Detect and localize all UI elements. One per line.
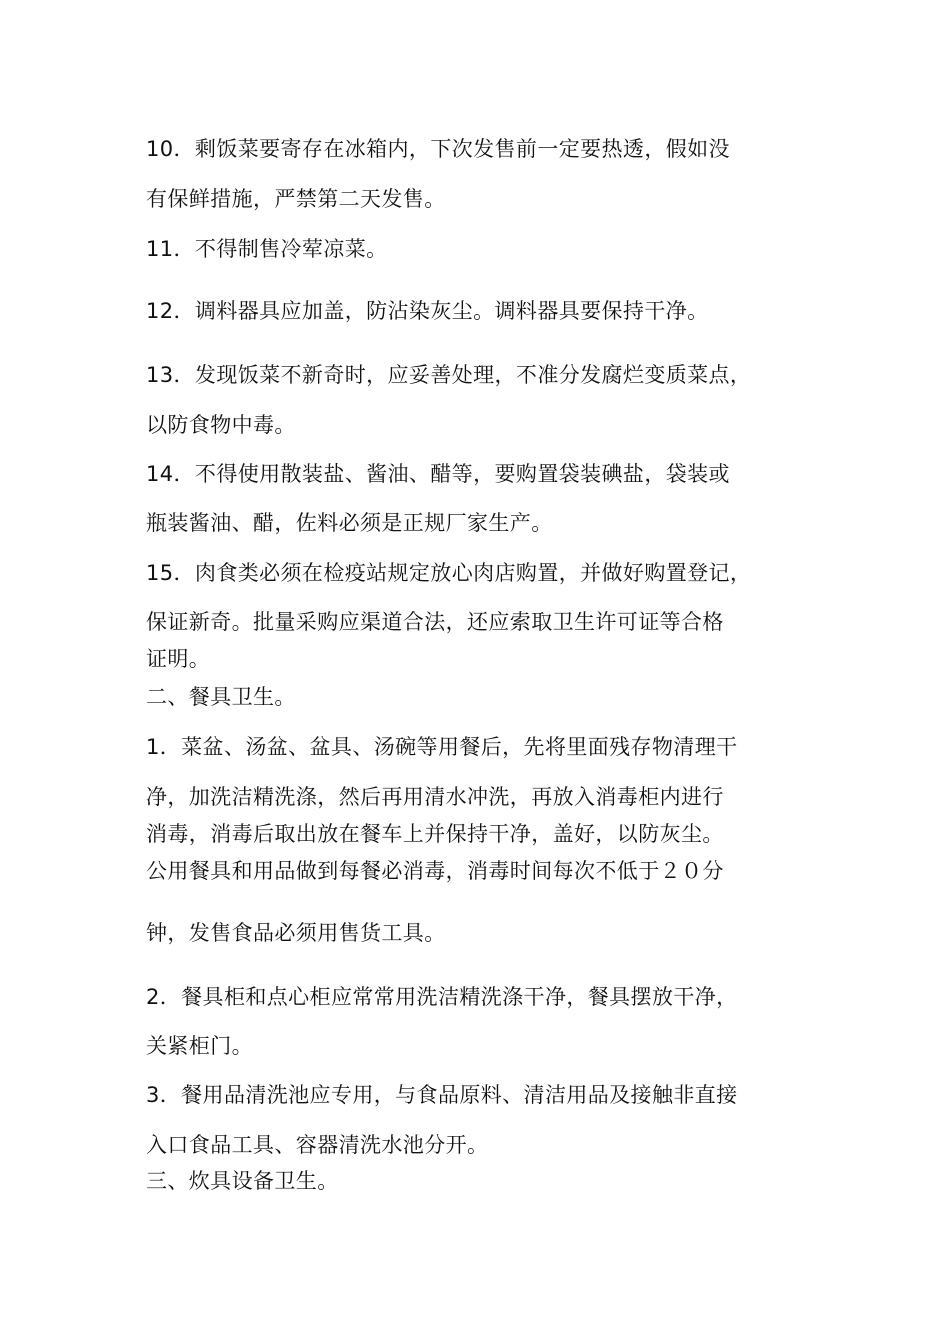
text-line: 1．菜盆、汤盆、盆具、汤碗等用餐后，先将里面残存物清理干 bbox=[146, 735, 738, 759]
text-line: 钟，发售食品必须用售货工具。 bbox=[146, 921, 446, 945]
text-line: 净，加洗洁精洗涤，然后再用清水冲洗，再放入消毒柜内进行 bbox=[146, 785, 724, 809]
text-line: 3．餐用品清洗池应专用，与食品原料、清洁用品及接触非直接 bbox=[146, 1083, 738, 1107]
text-line: 10．剩饭菜要寄存在冰箱内，下次发售前一定要热透，假如没 bbox=[146, 137, 730, 161]
text-line: 12．调料器具应加盖，防沾染灰尘。调料器具要保持干净。 bbox=[146, 299, 709, 323]
text-line: 2．餐具柜和点心柜应常常用洗洁精洗涤干净，餐具摆放干净， bbox=[146, 985, 738, 1009]
section-heading: 三、炊具设备卫生。 bbox=[146, 1169, 339, 1193]
text-line: 公用餐具和用品做到每餐必消毒，消毒时间每次不低于２０分 bbox=[146, 859, 724, 883]
text-line: 入口食品工具、容器清洗水池分开。 bbox=[146, 1133, 489, 1157]
text-line: 消毒，消毒后取出放在餐车上并保持干净，盖好，以防灰尘。 bbox=[146, 822, 724, 846]
text-line: 14．不得使用散装盐、酱油、醋等，要购置袋装碘盐，袋装或 bbox=[146, 462, 730, 486]
text-line: 11．不得制售冷荤凉菜。 bbox=[146, 237, 388, 261]
text-line: 以防食物中毒。 bbox=[146, 413, 296, 437]
text-line: 关紧柜门。 bbox=[146, 1034, 253, 1058]
section-heading: 二、餐具卫生。 bbox=[146, 685, 296, 709]
text-line: 保证新奇。批量采购应渠道合法，还应索取卫生许可证等合格 bbox=[146, 610, 724, 634]
text-line: 证明。 bbox=[146, 647, 211, 671]
text-line: 13．发现饭菜不新奇时，应妥善处理，不准分发腐烂变质菜点， bbox=[146, 363, 752, 387]
text-line: 15．肉食类必须在检疫站规定放心肉店购置，并做好购置登记， bbox=[146, 561, 752, 585]
text-line: 瓶装酱油、醋，佐料必须是正规厂家生产。 bbox=[146, 511, 553, 535]
text-line: 有保鲜措施，严禁第二天发售。 bbox=[146, 187, 446, 211]
